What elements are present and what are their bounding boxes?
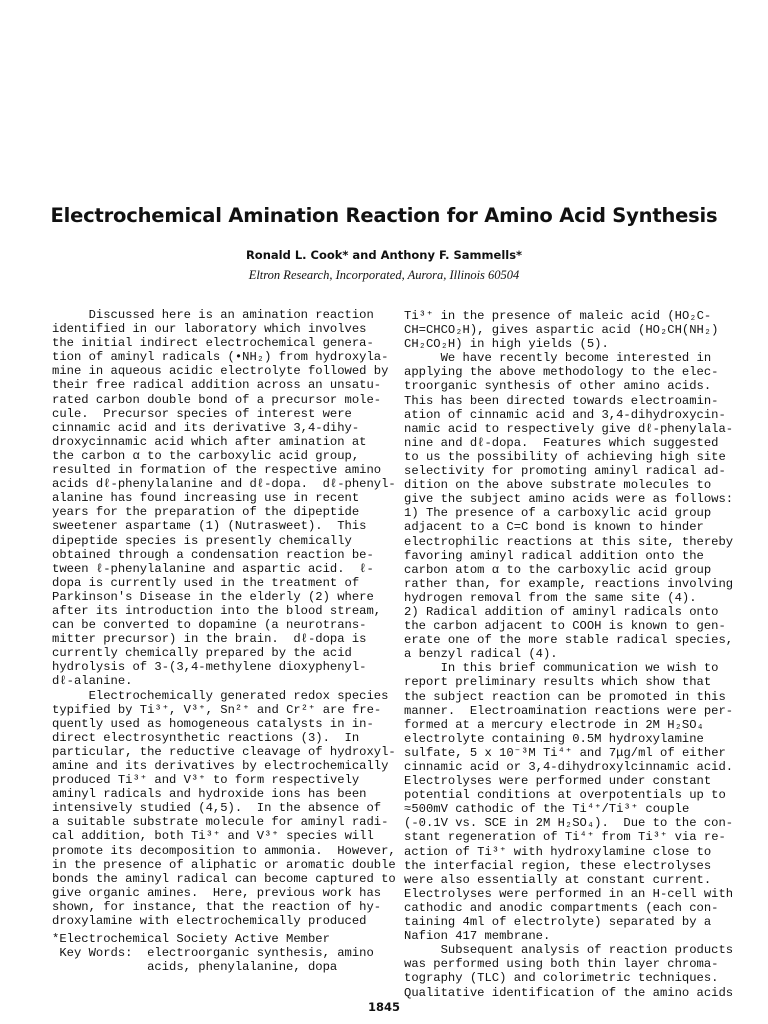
footnote-line: Key Words: electroorganic synthesis, amino (52, 946, 374, 961)
body-text-line: mine in aqueous acidic electrolyte followed by (52, 364, 389, 379)
body-text-line: rather than, for example, reactions involving (404, 576, 734, 591)
body-text-line: hydrolysis of 3-(3,4-methylene dioxyphenyl- (52, 660, 367, 675)
body-text-line: 1) The presence of a carboxylic acid group (404, 506, 712, 521)
body-text-line: the initial indirect electrochemical genera- (52, 336, 374, 351)
body-text-line: hydrogen removal from the same site (4). (404, 590, 697, 605)
body-text-line: Electrochemically generated redox species (52, 688, 389, 703)
body-text-line: electrolyte containing 0.5M hydroxylamine (404, 731, 704, 746)
body-text-line: Nafion 417 membrane. (404, 929, 551, 944)
body-text-line: can be converted to dopamine (a neurotrans- (52, 618, 367, 633)
body-text-line: give organic amines. Here, previous work has (52, 885, 382, 900)
body-text-line: CH=CHCO₂H), gives aspartic acid (HO₂CH(NH₂) (404, 323, 719, 338)
left-column (52, 308, 396, 929)
body-text-line: Electrolyses were performed under constant (404, 774, 712, 789)
body-text-line: dition on the above substrate molecules to (404, 478, 712, 493)
body-text-line: sulfate, 5 x 10⁻³M Ti⁴⁺ and 7μg/ml of either (404, 745, 726, 760)
paper-affiliation: Eltron Research, Incorporated, Aurora, Illinois 60504 (248, 268, 520, 282)
body-text-line: In this brief communication we wish to (404, 661, 719, 676)
body-text-line: droxycinnamic acid which after amination at (52, 434, 367, 449)
paper-authors: Ronald L. Cook* and Anthony F. Sammells* (245, 248, 523, 262)
body-text-line: Electrolyses were performed in an H-cell with (404, 886, 734, 901)
footnote-line: acids, phenylalanine, dopa (52, 960, 338, 975)
body-text-line: give the subject amino acids were as follows: (404, 492, 734, 507)
body-text-line: This has been directed towards electroamin- (404, 393, 719, 408)
body-text-line: CH₂CO₂H) in high yields (5). (404, 337, 609, 352)
paper-title: Electrochemical Amination Reaction for Amino Acid Synthesis (50, 204, 718, 227)
body-text-line: carbon atom α to the carboxylic acid group (404, 562, 712, 577)
body-text-line: acids dℓ-phenylalanine and dℓ-dopa. dℓ-phenyl- (52, 477, 396, 492)
body-text-line: formed at a mercury electrode in 2M H₂SO₄ (404, 717, 704, 732)
body-text-line: promote its decomposition to ammonia. However, (52, 843, 396, 858)
body-text-line: quently used as homogeneous catalysts in in- (52, 716, 374, 731)
body-text-line: action of Ti³⁺ with hydroxylamine close to (404, 844, 712, 859)
body-text-line: the carbon α to the carboxylic acid group, (52, 448, 360, 463)
footnotes (52, 932, 392, 974)
body-text-line: dipeptide species is presently chemically (52, 533, 352, 548)
body-text-line: droxylamine with electrochemically produced (52, 914, 367, 929)
body-text-line: sweetener aspartame (1) (Nutrasweet). This (52, 519, 367, 534)
body-text-line: produced Ti³⁺ and V³⁺ to form respectively (52, 773, 360, 788)
body-text-line: dℓ-alanine. (52, 674, 133, 689)
body-text-line: tion of aminyl radicals (•NH₂) from hydroxyla- (52, 350, 389, 365)
body-text-line: currently chemically prepared by the acid (52, 646, 352, 661)
body-text-line: stant regeneration of Ti⁴⁺ from Ti³⁺ via re- (404, 830, 726, 845)
body-text-line: resulted in formation of the respective amino (52, 463, 382, 478)
body-text-line: were also essentially at constant current. (404, 872, 712, 887)
body-text-line: typified by Ti³⁺, V³⁺, Sn²⁺ and Cr²⁺ are fre- (52, 702, 382, 717)
page-number: 1845 (367, 1000, 400, 1014)
body-text-line: Parkinson's Disease in the elderly (2) where (52, 589, 374, 604)
body-text-line: after its introduction into the blood stream, (52, 603, 382, 618)
body-text-line: taining 4ml of electrolyte) separated by a (404, 915, 712, 930)
body-text-line: cinnamic acid or 3,4-dihydroxylcinnamic acid. (404, 760, 734, 774)
body-text-line: mitter precursor) in the brain. dℓ-dopa is (52, 632, 367, 647)
body-text-line: nine and dℓ-dopa. Features which suggested (404, 435, 719, 450)
body-text-line: rated carbon double bond of a precursor mole- (52, 392, 382, 407)
body-text-line: potential conditions at overpotentials up to (404, 788, 726, 803)
body-text-line: Ti³⁺ in the presence of maleic acid (HO₂C- (404, 309, 712, 323)
body-text-line: applying the above methodology to the elec- (404, 365, 719, 380)
body-text-line: tography (TLC) and colorimetric techniques. (404, 971, 719, 986)
body-text-line: identified in our laboratory which involves (52, 322, 367, 337)
body-text-line: direct electrosynthetic reactions (3). In (52, 730, 360, 745)
right-column (404, 309, 744, 1000)
body-text-line: to us the possibility of achieving high site (404, 449, 726, 464)
body-text-line: cule. Precursor species of interest were (52, 406, 352, 421)
body-text-line: particular, the reductive cleavage of hydroxyl- (52, 744, 396, 759)
body-text-line: bonds the aminyl radical can become captured to (52, 871, 396, 886)
body-text-line: namic acid to respectively give dℓ-phenylala- (404, 421, 734, 436)
body-text-line: 2) Radical addition of aminyl radicals onto (404, 604, 719, 619)
body-text-line: adjacent to a C=C bond is known to hinder (404, 520, 704, 535)
body-text-line: Subsequent analysis of reaction products (404, 943, 734, 958)
body-text-line: report preliminary results which show that (404, 675, 712, 690)
body-text-line: years for the preparation of the dipeptide (52, 505, 360, 520)
body-text-line: selectivity for promoting aminyl radical ad- (404, 464, 726, 479)
body-text-line: favoring aminyl radical addition onto the (404, 548, 704, 563)
body-text-line: aminyl radicals and hydroxide ions has been (52, 787, 367, 802)
body-text-line: alanine has found increasing use in recent (52, 491, 360, 506)
body-text-line: a suitable substrate molecule for aminyl radi- (52, 815, 389, 830)
body-text-line: their free radical addition across an unsatu- (52, 378, 382, 393)
body-text-line: troorganic synthesis of other amino acids. (404, 379, 712, 394)
body-text-line: the carbon adjacent to COOH is known to gen- (404, 619, 726, 634)
body-text-line: obtained through a condensation reaction be- (52, 547, 374, 562)
body-text-line: We have recently become interested in (404, 351, 712, 366)
body-text-line: erate one of the more stable radical species, (404, 633, 734, 648)
body-text-line: the interfacial region, these electrolyses (404, 858, 712, 873)
body-text-line: manner. Electroamination reactions were per- (404, 703, 734, 718)
body-text-line: intensively studied (4,5). In the absence of (52, 801, 382, 816)
body-text-line: Discussed here is an amination reaction (52, 308, 374, 322)
body-text-line: dopa is currently used in the treatment of (52, 575, 360, 590)
body-text-line: ≈500mV cathodic of the Ti⁴⁺/Ti³⁺ couple (404, 802, 690, 817)
footnote-line: *Electrochemical Society Active Member (52, 932, 330, 946)
body-text-line: Qualitative identification of the amino acids (404, 985, 734, 1000)
body-text-line: the subject reaction can be promoted in this (404, 689, 726, 704)
body-text-line: cinnamic acid and its derivative 3,4-dihy- (52, 420, 360, 435)
body-text-line: in the presence of aliphatic or aromatic double (52, 857, 396, 872)
body-text-line: a benzyl radical (4). (404, 647, 558, 662)
body-text-line: cal addition, both Ti³⁺ and V³⁺ species will (52, 829, 374, 844)
body-text-line: amine and its derivatives by electrochemically (52, 759, 389, 773)
body-text-line: electrophilic reactions at this site, thereby (404, 534, 734, 549)
body-text-line: tween ℓ-phenylalanine and aspartic acid. ℓ- (52, 561, 374, 576)
body-text-line: (-0.1V vs. SCE in 2M H₂SO₄). Due to the con- (404, 816, 734, 831)
body-text-line: cathodic and anodic compartments (each con- (404, 900, 719, 915)
body-text-line: ation of cinnamic acid and 3,4-dihydroxycin- (404, 407, 726, 422)
body-text-line: shown, for instance, that the reaction of hy- (52, 899, 382, 914)
body-text-line: was performed using both thin layer chroma- (404, 957, 719, 972)
